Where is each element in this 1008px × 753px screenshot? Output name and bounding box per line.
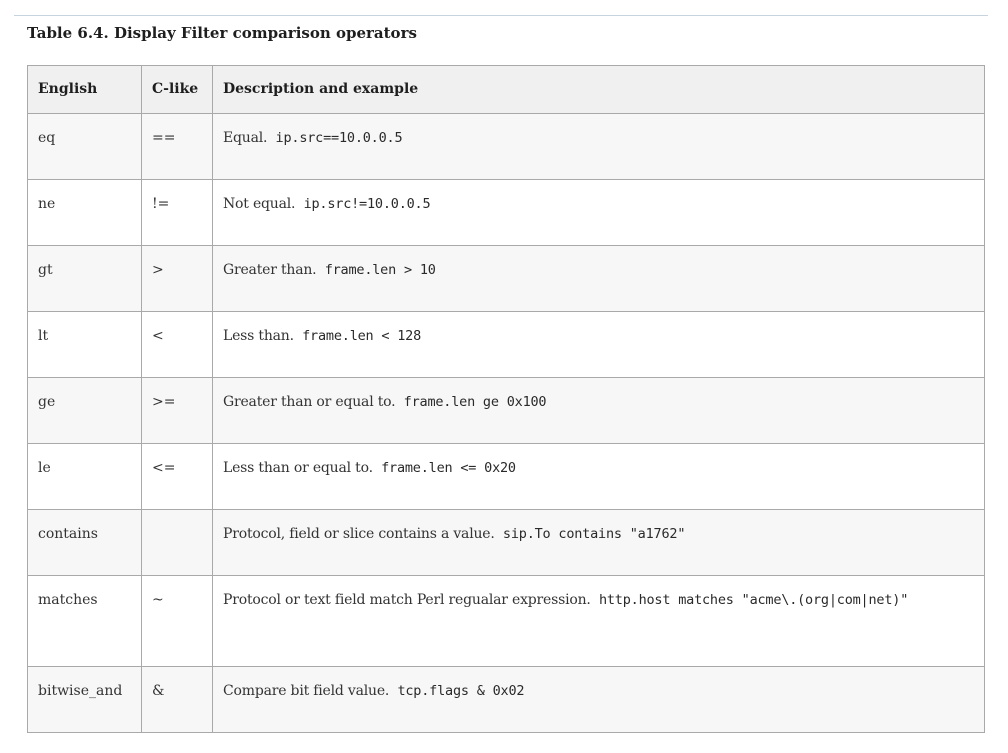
description-text: Equal. [223,130,268,146]
example-code: ip.src!=10.0.0.5 [303,196,431,212]
operator-clike: != [142,180,213,246]
description-text: Less than. [223,328,294,344]
description-text: Protocol or text field match Perl regualar expression. [223,592,591,608]
operator-clike [142,510,213,576]
operator-clike: <= [142,444,213,510]
operator-english: le [28,444,142,510]
operator-english: lt [28,312,142,378]
example-code: ip.src==10.0.0.5 [275,130,403,146]
top-divider [14,15,988,16]
description-text: Less than or equal to. [223,460,373,476]
operator-english: eq [28,114,142,180]
table-row [28,180,985,246]
example-code: http.host matches "acme\.(org|com|net)" [598,592,909,608]
operator-english: ge [28,378,142,444]
header-description: Description and example [213,66,985,114]
description-text: Greater than or equal to. [223,394,396,410]
operator-description [213,667,985,733]
table-row [28,246,985,312]
operator-description [213,312,985,378]
operator-clike: & [142,667,213,733]
table-row [28,114,985,180]
operator-english: matches [28,576,142,667]
table-row [28,510,985,576]
operator-clike: < [142,312,213,378]
operator-description [213,444,985,510]
operator-description [213,246,985,312]
operator-clike: >= [142,378,213,444]
table-row [28,378,985,444]
table-header-row [28,66,985,114]
operator-clike: == [142,114,213,180]
operator-english: gt [28,246,142,312]
operator-description [213,510,985,576]
operator-english: ne [28,180,142,246]
example-code: frame.len <= 0x20 [381,460,516,476]
table-row [28,667,985,733]
example-code: frame.len > 10 [324,262,436,278]
table-row [28,576,985,667]
example-code: sip.To contains "a1762" [502,526,686,542]
operator-description [213,378,985,444]
operator-english: contains [28,510,142,576]
example-code: frame.len ge 0x100 [403,394,547,410]
header-clike: C-like [142,66,213,114]
operator-description [213,114,985,180]
operator-clike: ~ [142,576,213,667]
table-row [28,312,985,378]
description-text: Greater than. [223,262,317,278]
table-row [28,444,985,510]
example-code: tcp.flags & 0x02 [397,683,525,699]
operator-description [213,180,985,246]
example-code: frame.len < 128 [302,328,422,344]
operator-description [213,576,985,667]
operator-clike: > [142,246,213,312]
header-english: English [28,66,142,114]
comparison-operators-table [27,65,985,733]
description-text: Protocol, field or slice contains a value. [223,526,495,542]
description-text: Compare bit field value. [223,683,390,699]
description-text: Not equal. [223,196,296,212]
table-caption: Table 6.4. Display Filter comparison operators [27,24,417,42]
operator-english: bitwise_and [28,667,142,733]
